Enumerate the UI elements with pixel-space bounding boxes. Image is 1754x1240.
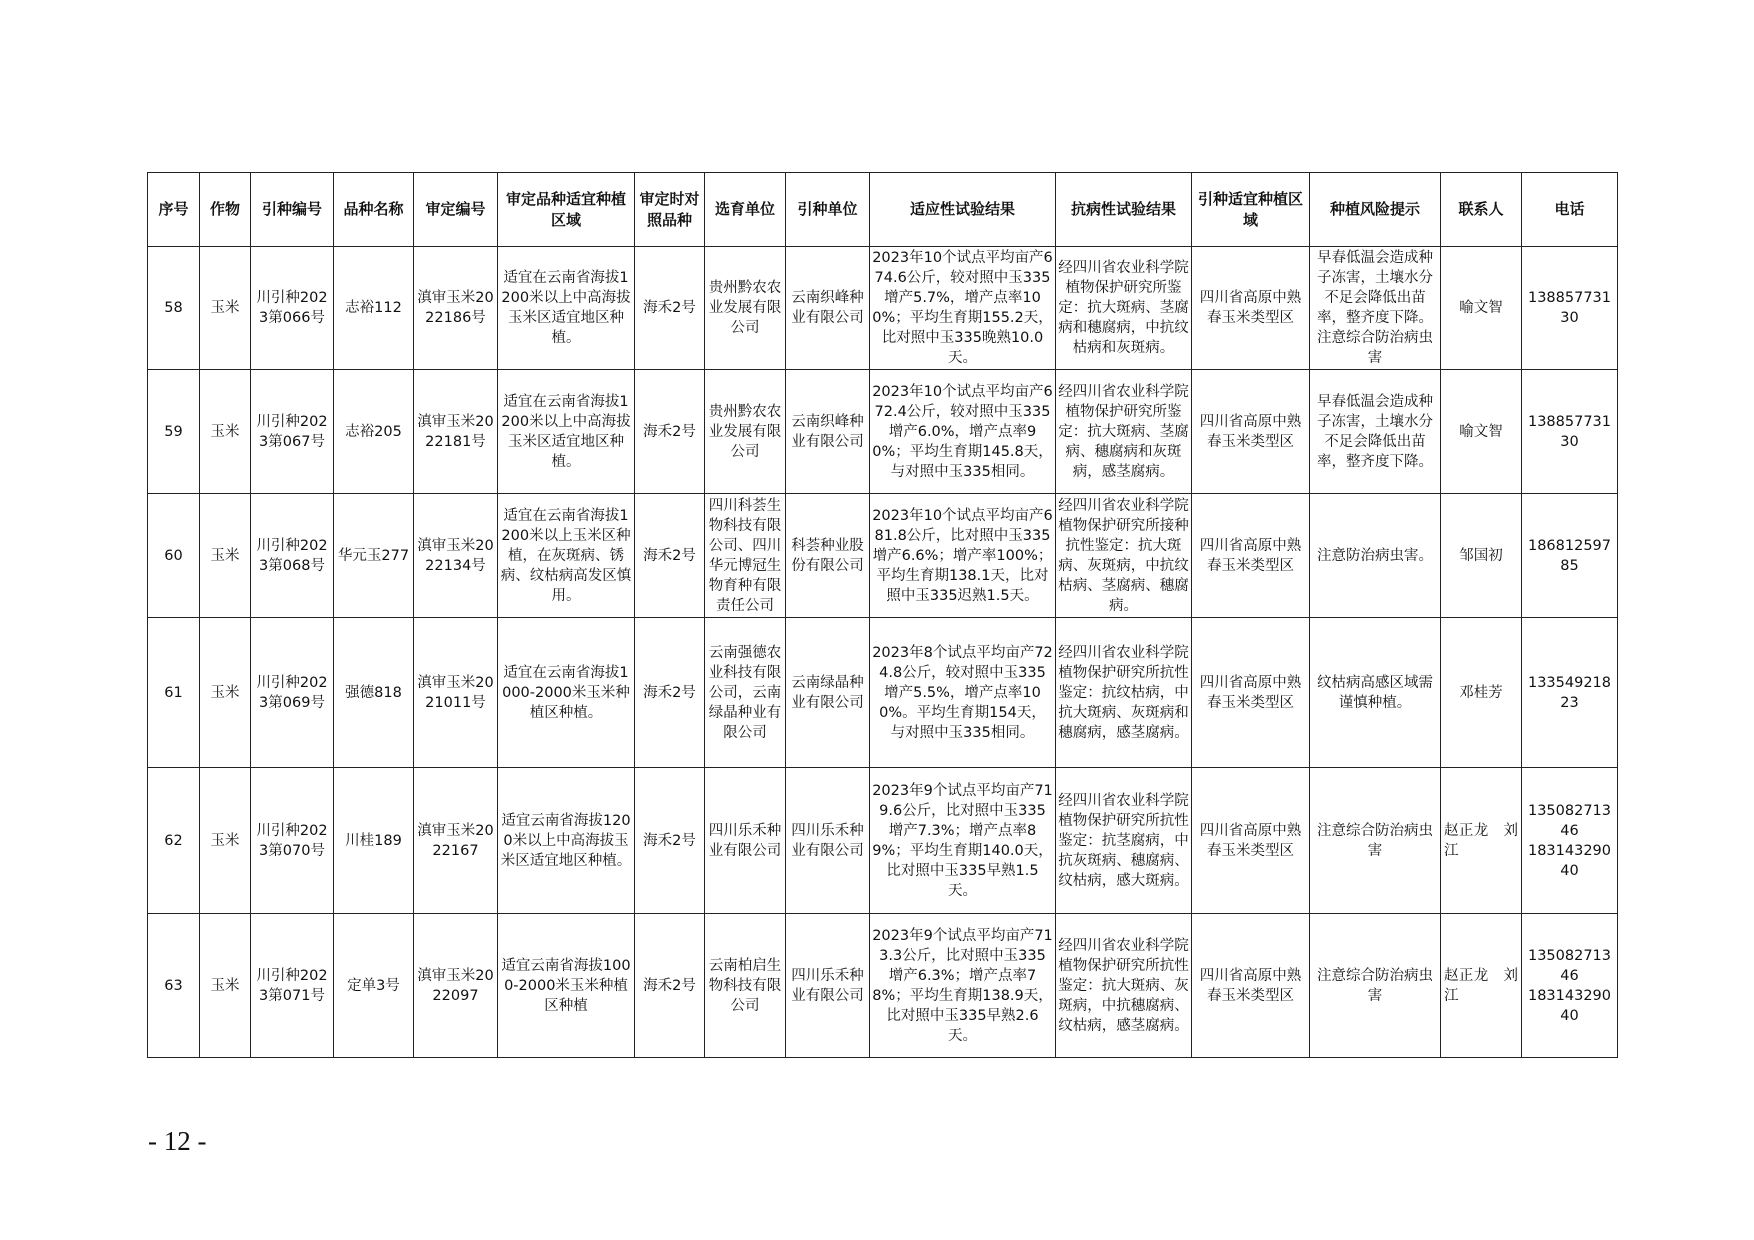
cell-contact: 喻文智	[1441, 247, 1522, 370]
header-seq: 序号	[148, 173, 200, 247]
cell-seq: 61	[148, 618, 200, 768]
cell-variety: 定单3号	[334, 914, 414, 1058]
page-number: - 12 -	[148, 1126, 207, 1156]
cell-approval-no: 滇审玉米2022097	[414, 914, 498, 1058]
cell-risk: 早春低温会造成种子冻害，土壤水分不足会降低出苗率，整齐度下降。注意综合防治病虫害	[1310, 247, 1441, 370]
cell-risk: 注意综合防治病虫害	[1310, 768, 1441, 914]
cell-contact: 赵正龙 刘江	[1441, 768, 1522, 914]
table-row	[148, 370, 1618, 494]
cell-crop: 玉米	[200, 768, 251, 914]
cell-intro-no: 川引种2023第069号	[251, 618, 334, 768]
cell-intro-region: 四川省高原中熟春玉米类型区	[1192, 768, 1310, 914]
phone-number: 13508271346	[1527, 802, 1612, 839]
header-intro-no: 引种编号	[251, 173, 334, 247]
cell-intro-region: 四川省高原中熟春玉米类型区	[1192, 914, 1310, 1058]
cell-control: 海禾2号	[635, 370, 705, 494]
cell-approval-no: 滇审玉米2022167	[414, 768, 498, 914]
cell-approval-no: 滇审玉米2022181号	[414, 370, 498, 494]
header-approval-no: 审定编号	[414, 173, 498, 247]
cell-adaptability: 2023年10个试点平均亩产674.6公斤，较对照中玉335增产5.7%，增产点率100%；平均生育期155.2天，比对照中玉335晚熟10.0天。	[870, 247, 1056, 370]
cell-phone	[1522, 494, 1618, 618]
cell-disease: 经四川省农业科学院植物保护研究所抗性鉴定：抗大斑病、灰斑病，中抗穗腐病、纹枯病，感茎腐病。	[1056, 914, 1192, 1058]
cell-breeder: 四川科荟生物科技有限公司、四川华元博冠生物育种有限责任公司	[705, 494, 786, 618]
header-risk: 种植风险提示	[1310, 173, 1441, 247]
cell-breeder: 四川乐禾种业有限公司	[705, 768, 786, 914]
cell-approved-region: 适宜在云南省海拔1200米以上玉米区种植，在灰斑病、锈病、纹枯病高发区慎用。	[498, 494, 635, 618]
phone-number: 18681259785	[1527, 537, 1612, 574]
cell-contact: 喻文智	[1441, 370, 1522, 494]
phone-number: 13354921823	[1527, 674, 1612, 711]
phone-number: 13508271346	[1527, 947, 1612, 984]
cell-contact: 邓桂芳	[1441, 618, 1522, 768]
cell-risk: 注意综合防治病虫害	[1310, 914, 1441, 1058]
cell-introducer: 云南织峰种业有限公司	[786, 247, 870, 370]
header-contact: 联系人	[1441, 173, 1522, 247]
cell-phone	[1522, 618, 1618, 768]
cell-control: 海禾2号	[635, 494, 705, 618]
cell-approval-no: 滇审玉米2021011号	[414, 618, 498, 768]
cell-seq: 59	[148, 370, 200, 494]
cell-phone	[1522, 247, 1618, 370]
cell-disease: 经四川省农业科学院植物保护研究所抗性鉴定：抗纹枯病，中抗大斑病、灰斑病和穗腐病，感茎腐病。	[1056, 618, 1192, 768]
cell-adaptability: 2023年8个试点平均亩产724.8公斤，较对照中玉335增产5.5%，增产点率100%。平均生育期154天，与对照中玉335相同。	[870, 618, 1056, 768]
cell-phone	[1522, 914, 1618, 1058]
cell-crop: 玉米	[200, 370, 251, 494]
cell-risk: 注意防治病虫害。	[1310, 494, 1441, 618]
cell-intro-no: 川引种2023第066号	[251, 247, 334, 370]
cell-seq: 62	[148, 768, 200, 914]
cell-crop: 玉米	[200, 914, 251, 1058]
header-crop: 作物	[200, 173, 251, 247]
table-row	[148, 494, 1618, 618]
cell-seq: 63	[148, 914, 200, 1058]
cell-variety: 志裕112	[334, 247, 414, 370]
cell-introducer: 云南织峰种业有限公司	[786, 370, 870, 494]
cell-breeder: 云南强德农业科技有限公司，云南绿晶种业有限公司	[705, 618, 786, 768]
header-adaptability: 适应性试验结果	[870, 173, 1056, 247]
phone-number: 13885773130	[1527, 413, 1612, 450]
phone-number: 13885773130	[1527, 290, 1612, 326]
cell-approved-region: 适宜在云南省海拔1200米以上中高海拔玉米区适宜地区种植。	[498, 370, 635, 494]
header-phone: 电话	[1522, 173, 1618, 247]
table-row	[148, 914, 1618, 1058]
cell-disease: 经四川省农业科学院植物保护研究所鉴定：抗大斑病、茎腐病和穗腐病，中抗纹枯病和灰斑病。	[1056, 247, 1192, 370]
cell-disease: 经四川省农业科学院植物保护研究所鉴定：抗大斑病、茎腐病、穗腐病和灰斑病，感茎腐病。	[1056, 370, 1192, 494]
cell-introducer: 四川乐禾种业有限公司	[786, 914, 870, 1058]
cell-intro-region: 四川省高原中熟春玉米类型区	[1192, 494, 1310, 618]
cell-intro-no: 川引种2023第071号	[251, 914, 334, 1058]
cell-approved-region: 适宜在云南省海拔1200米以上中高海拔玉米区适宜地区种植。	[498, 247, 635, 370]
cell-risk: 早春低温会造成种子冻害，土壤水分不足会降低出苗率，整齐度下降。	[1310, 370, 1441, 494]
cell-adaptability: 2023年9个试点平均亩产713.3公斤，比对照中玉335增产6.3%；增产点率78%；平均生育期138.9天，比对照中玉335早熟2.6天。	[870, 914, 1056, 1058]
header-approved-region: 审定品种适宜种植区域	[498, 173, 635, 247]
cell-crop: 玉米	[200, 494, 251, 618]
header-breeder: 选育单位	[705, 173, 786, 247]
cell-adaptability: 2023年9个试点平均亩产719.6公斤，比对照中玉335增产7.3%；增产点率89%；平均生育期140.0天，比对照中玉335早熟1.5天。	[870, 768, 1056, 914]
cell-variety: 强德818	[334, 618, 414, 768]
cell-approved-region: 适宜云南省海拔1200米以上中高海拔玉米区适宜地区种植。	[498, 768, 635, 914]
cell-adaptability: 2023年10个试点平均亩产681.8公斤，比对照中玉335增产6.6%；增产率100%；平均生育期138.1天，比对照中玉335迟熟1.5天。	[870, 494, 1056, 618]
cell-disease: 经四川省农业科学院植物保护研究所抗性鉴定：抗茎腐病，中抗灰斑病、穗腐病、纹枯病，感大斑病。	[1056, 768, 1192, 914]
cell-phone	[1522, 768, 1618, 914]
phone-number: 18314329040	[1527, 842, 1612, 879]
cell-intro-region: 四川省高原中熟春玉米类型区	[1192, 618, 1310, 768]
cell-breeder: 贵州黔农农业发展有限公司	[705, 370, 786, 494]
cell-variety: 川桂189	[334, 768, 414, 914]
cell-breeder: 云南柏启生物科技有限公司	[705, 914, 786, 1058]
cell-seq: 60	[148, 494, 200, 618]
cell-control: 海禾2号	[635, 914, 705, 1058]
cell-intro-no: 川引种2023第067号	[251, 370, 334, 494]
cell-intro-region: 四川省高原中熟春玉米类型区	[1192, 370, 1310, 494]
cell-approval-no: 滇审玉米2022134号	[414, 494, 498, 618]
cell-approved-region: 适宜在云南省海拔1000-2000米玉米种植区种植。	[498, 618, 635, 768]
cell-crop: 玉米	[200, 247, 251, 370]
cell-control: 海禾2号	[635, 768, 705, 914]
table-row	[148, 618, 1618, 768]
header-introducer: 引种单位	[786, 173, 870, 247]
table-header-row	[148, 173, 1618, 247]
cell-control: 海禾2号	[635, 618, 705, 768]
cell-disease: 经四川省农业科学院植物保护研究所接种抗性鉴定：抗大斑病、灰斑病，中抗纹枯病、茎腐病、穗腐病。	[1056, 494, 1192, 618]
cell-breeder: 贵州黔农农业发展有限公司	[705, 247, 786, 370]
cell-seq: 58	[148, 247, 200, 370]
phone-number: 18314329040	[1527, 987, 1612, 1024]
cell-adaptability: 2023年10个试点平均亩产672.4公斤，较对照中玉335增产6.0%，增产点率90%；平均生育期145.8天，与对照中玉335相同。	[870, 370, 1056, 494]
cell-crop: 玉米	[200, 618, 251, 768]
cell-introducer: 云南绿晶种业有限公司	[786, 618, 870, 768]
cell-contact: 赵正龙 刘江	[1441, 914, 1522, 1058]
cell-approval-no: 滇审玉米2022186号	[414, 247, 498, 370]
header-control: 审定时对照品种	[635, 173, 705, 247]
cell-intro-region: 四川省高原中熟春玉米类型区	[1192, 247, 1310, 370]
cell-contact: 邹国初	[1441, 494, 1522, 618]
cell-introducer: 四川乐禾种业有限公司	[786, 768, 870, 914]
variety-table-container	[147, 172, 1617, 1058]
cell-phone	[1522, 370, 1618, 494]
table-row	[148, 247, 1618, 370]
cell-intro-no: 川引种2023第068号	[251, 494, 334, 618]
cell-variety: 志裕205	[334, 370, 414, 494]
header-disease: 抗病性试验结果	[1056, 173, 1192, 247]
header-variety: 品种名称	[334, 173, 414, 247]
cell-approved-region: 适宜云南省海拔1000-2000米玉米种植区种植	[498, 914, 635, 1058]
cell-intro-no: 川引种2023第070号	[251, 768, 334, 914]
header-intro-region: 引种适宜种植区域	[1192, 173, 1310, 247]
cell-introducer: 科荟种业股份有限公司	[786, 494, 870, 618]
cell-control: 海禾2号	[635, 247, 705, 370]
variety-table	[147, 172, 1618, 1058]
cell-risk: 纹枯病高感区域需谨慎种植。	[1310, 618, 1441, 768]
table-row	[148, 768, 1618, 914]
cell-variety: 华元玉277	[334, 494, 414, 618]
